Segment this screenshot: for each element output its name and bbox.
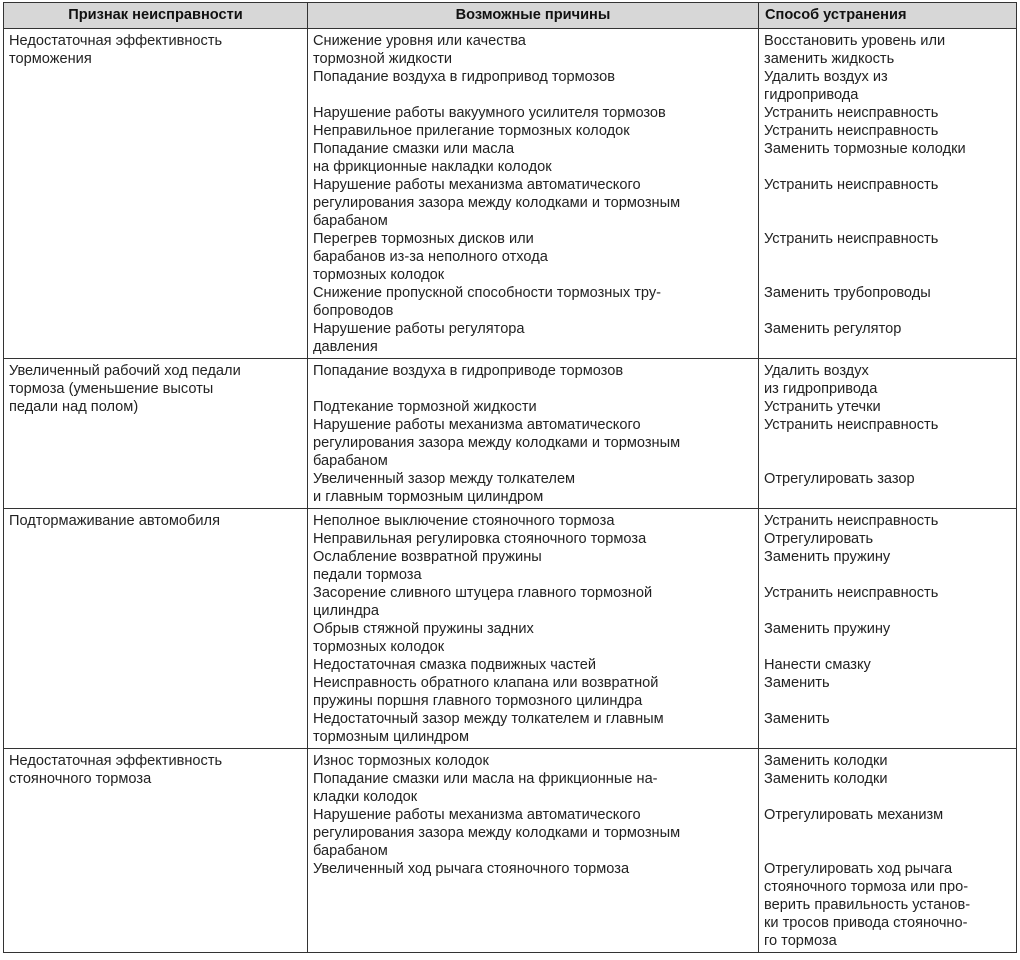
remedy-item	[764, 806, 1012, 860]
cause-line: цилиндра	[313, 603, 379, 619]
cause-spacer	[313, 380, 754, 398]
remedy-spacer	[764, 488, 1012, 506]
symptom-cell	[4, 29, 308, 359]
remedy-item	[764, 104, 1012, 122]
remedy-line: Заменить	[764, 711, 830, 727]
cause-item	[313, 68, 754, 104]
cause-line: регулирования зазора между колодками и тормозным	[313, 435, 681, 451]
cause-item	[313, 398, 754, 416]
remedy-line: стояночного тормоза или про-	[764, 879, 969, 895]
remedy-line: Устранить неисправность	[764, 123, 939, 139]
remedy-spacer	[764, 302, 1012, 320]
cause-line: тормозных колодок	[313, 639, 445, 655]
cause-item	[313, 806, 754, 860]
causes-cell	[308, 509, 759, 749]
remedy-item	[764, 398, 1012, 416]
remedy-line: Устранить неисправность	[764, 177, 939, 193]
remedy-item	[764, 68, 1012, 104]
remedies-cell	[759, 509, 1017, 749]
remedy-spacer	[764, 194, 1012, 212]
header-symptom: Признак неисправности	[4, 3, 308, 29]
symptom-line: торможения	[9, 51, 92, 67]
remedy-item	[764, 362, 1012, 398]
cause-line: Нарушение работы регулятора	[313, 321, 525, 337]
remedy-item	[764, 656, 1012, 674]
cause-line: Нарушение работы механизма автоматического	[313, 807, 641, 823]
remedy-line: верить правильность установ-	[764, 897, 971, 913]
cause-line: Неисправность обратного клапана или возвратной	[313, 675, 659, 691]
remedy-item	[764, 512, 1012, 530]
cause-line: на фрикционные накладки колодок	[313, 159, 552, 175]
remedy-line: заменить жидкость	[764, 51, 895, 67]
cause-line: Неправильная регулировка стояночного тормоза	[313, 531, 647, 547]
remedies-cell	[759, 359, 1017, 509]
cause-line: Ослабление возвратной пружины	[313, 549, 542, 565]
cause-line: тормозным цилиндром	[313, 729, 470, 745]
cause-item	[313, 320, 754, 356]
remedy-line: Заменить колодки	[764, 753, 888, 769]
table-row	[4, 29, 1017, 359]
remedy-spacer	[764, 638, 1012, 656]
symptom-cell	[4, 509, 308, 749]
cause-item	[313, 584, 754, 620]
remedy-line: Заменить пружину	[764, 549, 891, 565]
remedy-line: Устранить неисправность	[764, 105, 939, 121]
cause-item	[313, 710, 754, 746]
remedy-line: Нанести смазку	[764, 657, 871, 673]
remedy-line: Отрегулировать ход рычага	[764, 861, 953, 877]
cause-line: тормозной жидкости	[313, 51, 453, 67]
remedy-spacer	[764, 692, 1012, 710]
remedy-line: Заменить регулятор	[764, 321, 902, 337]
cause-item	[313, 512, 754, 530]
symptom-line: стояночного тормоза	[9, 771, 152, 787]
cause-line: и главным тормозным цилиндром	[313, 489, 544, 505]
cause-line: Нарушение работы вакуумного усилителя тормозов	[313, 105, 666, 121]
cause-line: барабанов из-за неполного отхода	[313, 249, 548, 265]
remedy-spacer	[764, 452, 1012, 470]
cause-item	[313, 284, 754, 320]
remedy-line: ки тросов привода стояночно-	[764, 915, 968, 931]
remedy-line: Устранить утечки	[764, 399, 881, 415]
remedy-item	[764, 530, 1012, 548]
remedy-item	[764, 284, 1012, 320]
table-header-row	[4, 3, 1017, 29]
remedy-item	[764, 176, 1012, 230]
cause-item	[313, 656, 754, 674]
remedy-item	[764, 674, 1012, 710]
remedy-spacer	[764, 434, 1012, 452]
remedy-line: Отрегулировать зазор	[764, 471, 915, 487]
cause-line: Подтекание тормозной жидкости	[313, 399, 537, 415]
causes-cell	[308, 749, 759, 953]
remedy-line: Восстановить уровень или	[764, 33, 946, 49]
cause-line: Недостаточная смазка подвижных частей	[313, 657, 597, 673]
header-remedies: Способ устранения	[759, 3, 1017, 29]
remedy-spacer	[764, 158, 1012, 176]
remedy-item	[764, 320, 1012, 356]
remedy-line: Устранить неисправность	[764, 513, 939, 529]
symptom-line: Подтормаживание автомобиля	[9, 513, 220, 529]
symptom-line: педали над полом)	[9, 399, 139, 415]
remedy-spacer	[764, 212, 1012, 230]
symptom-cell	[4, 749, 308, 953]
cause-item	[313, 860, 754, 878]
cause-line: Попадание воздуха в гидроприводе тормозов	[313, 363, 624, 379]
cause-line: Засорение сливного штуцера главного тормозной	[313, 585, 653, 601]
remedy-line: Заменить пружину	[764, 621, 891, 637]
symptom-cell	[4, 359, 308, 509]
cause-line: Снижение уровня или качества	[313, 33, 526, 49]
symptom-line: Недостаточная эффективность	[9, 753, 223, 769]
table-row	[4, 509, 1017, 749]
remedy-item	[764, 230, 1012, 284]
table-row	[4, 359, 1017, 509]
symptom-line: Недостаточная эффективность	[9, 33, 223, 49]
cause-item	[313, 416, 754, 470]
cause-item	[313, 176, 754, 230]
cause-item	[313, 230, 754, 284]
cause-item	[313, 620, 754, 656]
cause-line: тормозных колодок	[313, 267, 445, 283]
cause-line: Нарушение работы механизма автоматического	[313, 417, 641, 433]
cause-line: Износ тормозных колодок	[313, 753, 489, 769]
cause-line: барабаном	[313, 453, 388, 469]
cause-item	[313, 122, 754, 140]
remedy-line: Удалить воздух	[764, 363, 869, 379]
remedy-line: Удалить воздух из	[764, 69, 888, 85]
remedy-item	[764, 416, 1012, 470]
cause-line: регулирования зазора между колодками и тормозным	[313, 825, 681, 841]
cause-line: Попадание воздуха в гидропривод тормозов	[313, 69, 615, 85]
symptom-line: тормоза (уменьшение высоты	[9, 381, 214, 397]
cause-line: барабаном	[313, 843, 388, 859]
cause-spacer	[313, 86, 754, 104]
cause-line: Увеличенный ход рычага стояночного тормоза	[313, 861, 630, 877]
cause-item	[313, 752, 754, 770]
remedy-item	[764, 620, 1012, 656]
cause-line: Недостаточный зазор между толкателем и главным	[313, 711, 664, 727]
fault-table	[3, 2, 1017, 953]
cause-line: пружины поршня главного тормозного цилиндра	[313, 693, 643, 709]
remedy-item	[764, 470, 1012, 506]
cause-line: давления	[313, 339, 378, 355]
remedy-item	[764, 140, 1012, 176]
remedy-spacer	[764, 248, 1012, 266]
cause-line: Нарушение работы механизма автоматического	[313, 177, 641, 193]
remedy-item	[764, 122, 1012, 140]
cause-line: кладки колодок	[313, 789, 418, 805]
remedy-line: Устранить неисправность	[764, 231, 939, 247]
symptom-line: Увеличенный рабочий ход педали	[9, 363, 241, 379]
remedy-spacer	[764, 566, 1012, 584]
cause-line: Неправильное прилегание тормозных колодок	[313, 123, 630, 139]
remedy-item	[764, 584, 1012, 620]
remedy-line: Заменить	[764, 675, 830, 691]
remedy-spacer	[764, 266, 1012, 284]
cause-item	[313, 548, 754, 584]
cause-line: Попадание смазки или масла на фрикционные на-	[313, 771, 658, 787]
table-row	[4, 749, 1017, 953]
remedy-item	[764, 710, 1012, 746]
cause-line: Перегрев тормозных дисков или	[313, 231, 534, 247]
cause-line: Неполное выключение стояночного тормоза	[313, 513, 615, 529]
remedy-spacer	[764, 824, 1012, 842]
cause-line: Обрыв стяжной пружины задних	[313, 621, 534, 637]
cause-item	[313, 32, 754, 68]
cause-item	[313, 140, 754, 176]
remedy-line: Устранить неисправность	[764, 417, 939, 433]
remedy-line: гидропривода	[764, 87, 859, 103]
cause-line: барабаном	[313, 213, 388, 229]
cause-item	[313, 770, 754, 806]
remedy-spacer	[764, 842, 1012, 860]
remedy-item	[764, 752, 1012, 770]
cause-line: Увеличенный зазор между толкателем	[313, 471, 576, 487]
cause-line: Попадание смазки или масла	[313, 141, 515, 157]
remedy-spacer	[764, 728, 1012, 746]
remedies-cell	[759, 29, 1017, 359]
remedy-line: Заменить колодки	[764, 771, 888, 787]
remedy-item	[764, 860, 1012, 950]
remedy-spacer	[764, 788, 1012, 806]
remedy-line: из гидропривода	[764, 381, 878, 397]
cause-line: регулирования зазора между колодками и тормозным	[313, 195, 681, 211]
fault-table-page	[3, 2, 1016, 958]
causes-cell	[308, 359, 759, 509]
cause-item	[313, 674, 754, 710]
remedy-line: Устранить неисправность	[764, 585, 939, 601]
remedy-line: го тормоза	[764, 933, 837, 949]
remedy-line: Отрегулировать механизм	[764, 807, 944, 823]
cause-item	[313, 470, 754, 506]
cause-line: Снижение пропускной способности тормозных тру-	[313, 285, 661, 301]
remedy-line: Заменить трубопроводы	[764, 285, 931, 301]
cause-item	[313, 104, 754, 122]
cause-line: педали тормоза	[313, 567, 422, 583]
cause-item	[313, 530, 754, 548]
remedy-line: Отрегулировать	[764, 531, 874, 547]
cause-item	[313, 362, 754, 398]
remedy-spacer	[764, 338, 1012, 356]
remedies-cell	[759, 749, 1017, 953]
remedy-item	[764, 548, 1012, 584]
header-causes: Возможные причины	[308, 3, 759, 29]
remedy-item	[764, 32, 1012, 68]
cause-line: бопроводов	[313, 303, 394, 319]
remedy-item	[764, 770, 1012, 806]
remedy-line: Заменить тормозные колодки	[764, 141, 966, 157]
remedy-spacer	[764, 602, 1012, 620]
causes-cell	[308, 29, 759, 359]
